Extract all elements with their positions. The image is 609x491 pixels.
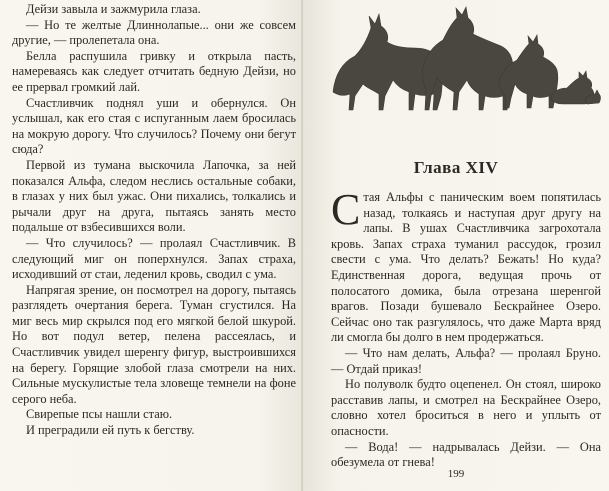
right-paragraph: — Что нам делать, Альфа? — пролаял Бруно. — Отдай приказ! (331, 345, 601, 376)
chapter-title: Глава XIV (413, 158, 499, 177)
page-number: 199 (447, 468, 465, 480)
right-page (303, 0, 609, 491)
left-paragraph: Белла распушила гривку и открыла пасть, намереваясь как следует отчитать бедную Дейзи, но ее прервал громкий лай. (12, 48, 296, 94)
left-paragraph: Дейзи завыла и зажмурила глаза. (26, 2, 201, 16)
left-paragraph: Напрягая зрение, он посмотрел на дорогу, пытаясь разглядеть очертания берега. Туман сгустился. На миг весь мир скрылся под его мягкой белой шкурой. Но вот подул ветер, пелена рассеялась, и Счастливчик увидел шеренгу фигур, выстроившихся на берегу. Горящие злобой глаза смотрели на них. Сильные мускулистые тела зловеще темнели на фоне серого неба. (12, 282, 296, 406)
right-paragraph: Но полуволк будто оцепенел. Он стоял, широко расставив лапы, и смотрел на Бескрайнее Озеро, словно хотел броситься в него и уплыть от опасности. (331, 377, 601, 438)
left-paragraph: Свирепые псы нашли стаю. (26, 407, 173, 422)
drop-cap: С (331, 185, 361, 234)
left-page (0, 0, 303, 491)
wolves-silhouette-illustration (323, 4, 603, 114)
right-paragraph: — Вода! — надрывалась Дейзи. — Она обезумела от гнева! (331, 439, 601, 470)
first-paragraph-text: тая Альфы с паническим воем попятилась назад, толкаясь и наступая друг другу на лапы. В ушах Счастливчика загрохотала кровь. Запах страха туманил рассудок, грозил свести с ума. Что делать? Бежать! Но куда? Единственная дорога, ведущая прочь от полосатого домика, была отрезана шеренгой врагов. Позади бушевало Бескрайнее Озеро. Сейчас оно так разгулялось, что даже Марта вряд ли смогла бы долго в нем продержаться. (331, 190, 601, 345)
left-paragraph: И преградили ей путь к бегству. (26, 423, 195, 438)
left-paragraph: Первой из тумана выскочила Лапочка, за ней показался Альфа, следом неслись остальные собаки, в глазах у них был ужас. Они пихались, толкались и рычали друг на друга, пытаясь занять место подальше от взбесившихся воли. (12, 157, 296, 235)
left-paragraph: Счастливчик поднял уши и обернулся. Он услышал, как его стая с испуганным лаем бросилась на мокрую дорогу. Что случилось? Почему они бегут сюда? (12, 95, 296, 157)
left-paragraph: — Но те желтые Длиннолапые... они же совсем другие, — пролепетала она. (12, 17, 296, 48)
right-page-text (331, 185, 601, 471)
wolf-silhouette (499, 35, 558, 108)
left-page-text (12, 2, 296, 439)
left-paragraph: — Что случилось? — пролаял Счастливчик. В следующий миг он поперхнулся. Запах страха, исходивший от стаи, леденил кровь, сводил с ума. (12, 235, 296, 282)
right-first-paragraph (331, 185, 601, 346)
